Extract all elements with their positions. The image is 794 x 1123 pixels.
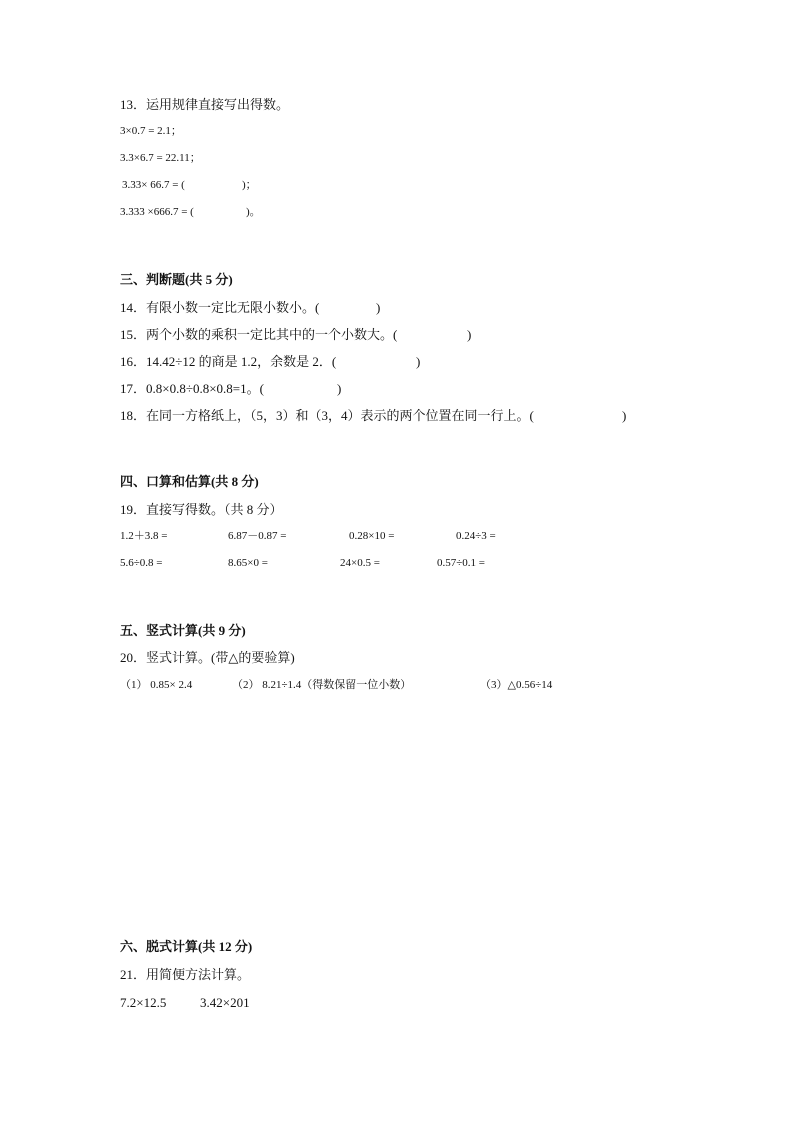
q21-expr-1: 7.2×12.5 <box>120 995 167 1010</box>
q13-line-3: 3.33× 66.7 = ( <box>122 179 185 191</box>
q17-close: ) <box>337 381 342 396</box>
q14-text: 14．有限小数一定比无限小数小。( <box>120 300 320 315</box>
q19-r1-c1: 1.2＋3.8 = <box>120 530 168 542</box>
q20-part-2: （2） 8.21÷1.4（得数保留一位小数） <box>232 679 412 691</box>
q21-expr-2: 3.42×201 <box>200 995 250 1010</box>
q21-title: 21．用简便方法计算。 <box>120 967 251 982</box>
q13-line-4-close: )。 <box>246 206 261 218</box>
q18-close: ) <box>622 408 627 423</box>
q19-title: 19．直接写得数。（共 8 分） <box>120 502 283 517</box>
q19-r2-c3: 24×0.5 = <box>340 557 380 569</box>
q17-text: 17．0.8×0.8÷0.8×0.8=1。( <box>120 381 264 396</box>
q13-title: 13．运用规律直接写出得数。 <box>120 97 290 112</box>
q13-line-1: 3×0.7 = 2.1； <box>120 125 182 137</box>
q19-r2-c4: 0.57÷0.1 = <box>437 557 485 569</box>
q20-part-3: （3）△0.56÷14 <box>480 679 553 691</box>
q19-r1-c4: 0.24÷3 = <box>456 530 496 542</box>
section3-heading: 三、判断题(共 5 分) <box>120 272 233 287</box>
section6-heading: 六、脱式计算(共 12 分) <box>120 939 253 954</box>
q13-line-2: 3.3×6.7 = 22.11； <box>120 152 201 164</box>
q19-r2-c1: 5.6÷0.8 = <box>120 557 163 569</box>
q19-r1-c2: 6.87－0.87 = <box>228 530 287 542</box>
q15-close: ) <box>467 327 472 342</box>
q16-text: 16．14.42÷12 的商是 1.2，余数是 2．( <box>120 354 337 369</box>
q14-close: ) <box>376 300 381 315</box>
section4-heading: 四、口算和估算(共 8 分) <box>120 474 259 489</box>
q13-line-4: 3.333 ×666.7 = ( <box>120 206 194 218</box>
q20-title: 20．竖式计算。(带△的要验算) <box>120 650 295 665</box>
q20-part-1: （1） 0.85× 2.4 <box>120 679 193 691</box>
q13-line-3-close: )； <box>242 179 257 191</box>
q16-close: ) <box>416 354 421 369</box>
q18-text: 18．在同一方格纸上，（5，3）和（3，4）表示的两个位置在同一行上。( <box>120 408 534 423</box>
q19-r1-c3: 0.28×10 = <box>349 530 395 542</box>
section5-heading: 五、竖式计算(共 9 分) <box>120 623 246 638</box>
q15-text: 15．两个小数的乘积一定比其中的一个小数大。( <box>120 327 398 342</box>
q19-r2-c2: 8.65×0 = <box>228 557 268 569</box>
